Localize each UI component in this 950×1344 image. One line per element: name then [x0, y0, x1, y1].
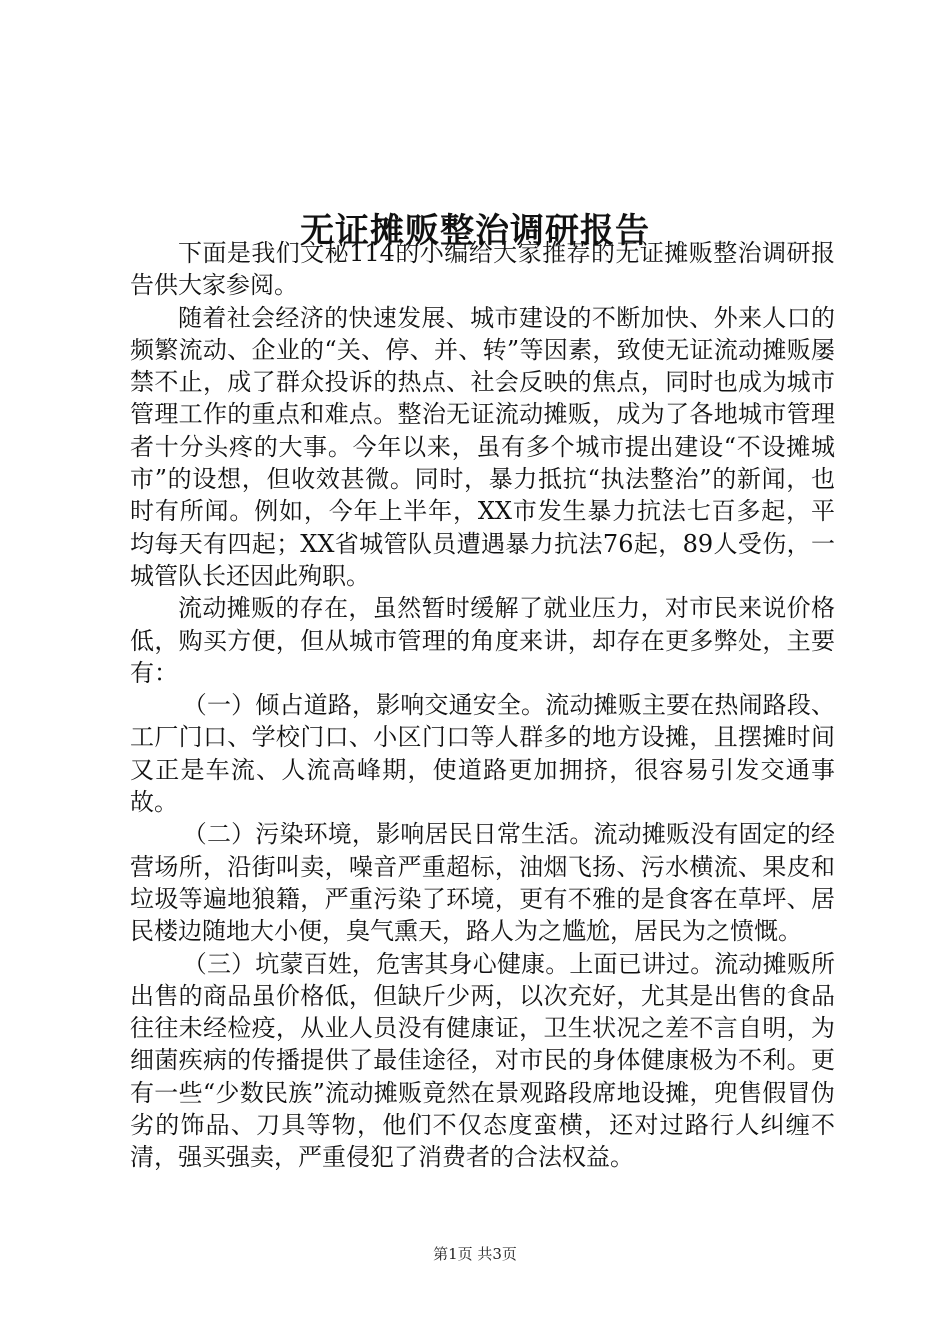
paragraph-drawbacks-intro: 流动摊贩的存在，虽然暂时缓解了就业压力，对市民来说价格低，购买方便，但从城市管理的角度来讲，却存在更多弊处，主要有：	[130, 594, 835, 687]
document-title: 无证摊贩整治调研报告	[300, 210, 650, 251]
document-body	[130, 237, 835, 1174]
paragraph-intro: 下面是我们文秘114的小编给大家推荐的无证摊贩整治调研报告供大家参阅。	[130, 239, 835, 300]
paragraph-item-3: （三）坑蒙百姓，危害其身心健康。上面已讲过。流动摊贩所出售的商品虽价格低，但缺斤少两，以次充好，尤其是出售的食品往往未经检疫，从业人员没有健康证，卫生状况之差不言自明，为细菌疾病的传播提供了最佳途径，对市民的身体健康极为不利。更有一些“少数民族”流动摊贩竟然在景观路段席地设摊，兜售假冒伪劣的饰品、刀具等物，他们不仅态度蛮横，还对过路行人纠缠不清，强买强卖，严重侵犯了消费者的合法权益。	[130, 949, 835, 1172]
paragraph-item-1: （一）倾占道路，影响交通安全。流动摊贩主要在热闹路段、工厂门口、学校门口、小区门口等人群多的地方设摊，且摆摊时间又正是车流、人流高峰期，使道路更加拥挤，很容易引发交通事故。	[130, 691, 835, 817]
page-footer: 第1页 共3页	[433, 1245, 517, 1263]
paragraph-item-2: （二）污染环境，影响居民日常生活。流动摊贩没有固定的经营场所，沿街叫卖，噪音严重超标，油烟飞扬、污水横流、果皮和垃圾等遍地狼籍，严重污染了环境，更有不雅的是食客在草坪、居民楼边随地大小便，臭气熏天，路人为之尴尬，居民为之愤慨。	[130, 820, 835, 946]
paragraph-background: 随着社会经济的快速发展、城市建设的不断加快、外来人口的频繁流动、企业的“关、停、并、转”等因素，致使无证流动摊贩屡禁不止，成了群众投诉的热点、社会反映的焦点，同时也成为城市管理工作的重点和难点。整治无证流动摊贩，成为了各地城市管理者十分头疼的大事。今年以来，虽有多个城市提出建设“不设摊城市”的设想，但收效甚微。同时，暴力抵抗“执法整治”的新闻，也时有所闻。例如，今年上半年，XX市发生暴力抗法七百多起，平均每天有四起；XX省城管队员遭遇暴力抗法76起，89人受伤，一城管队长还因此殉职。	[130, 303, 835, 590]
